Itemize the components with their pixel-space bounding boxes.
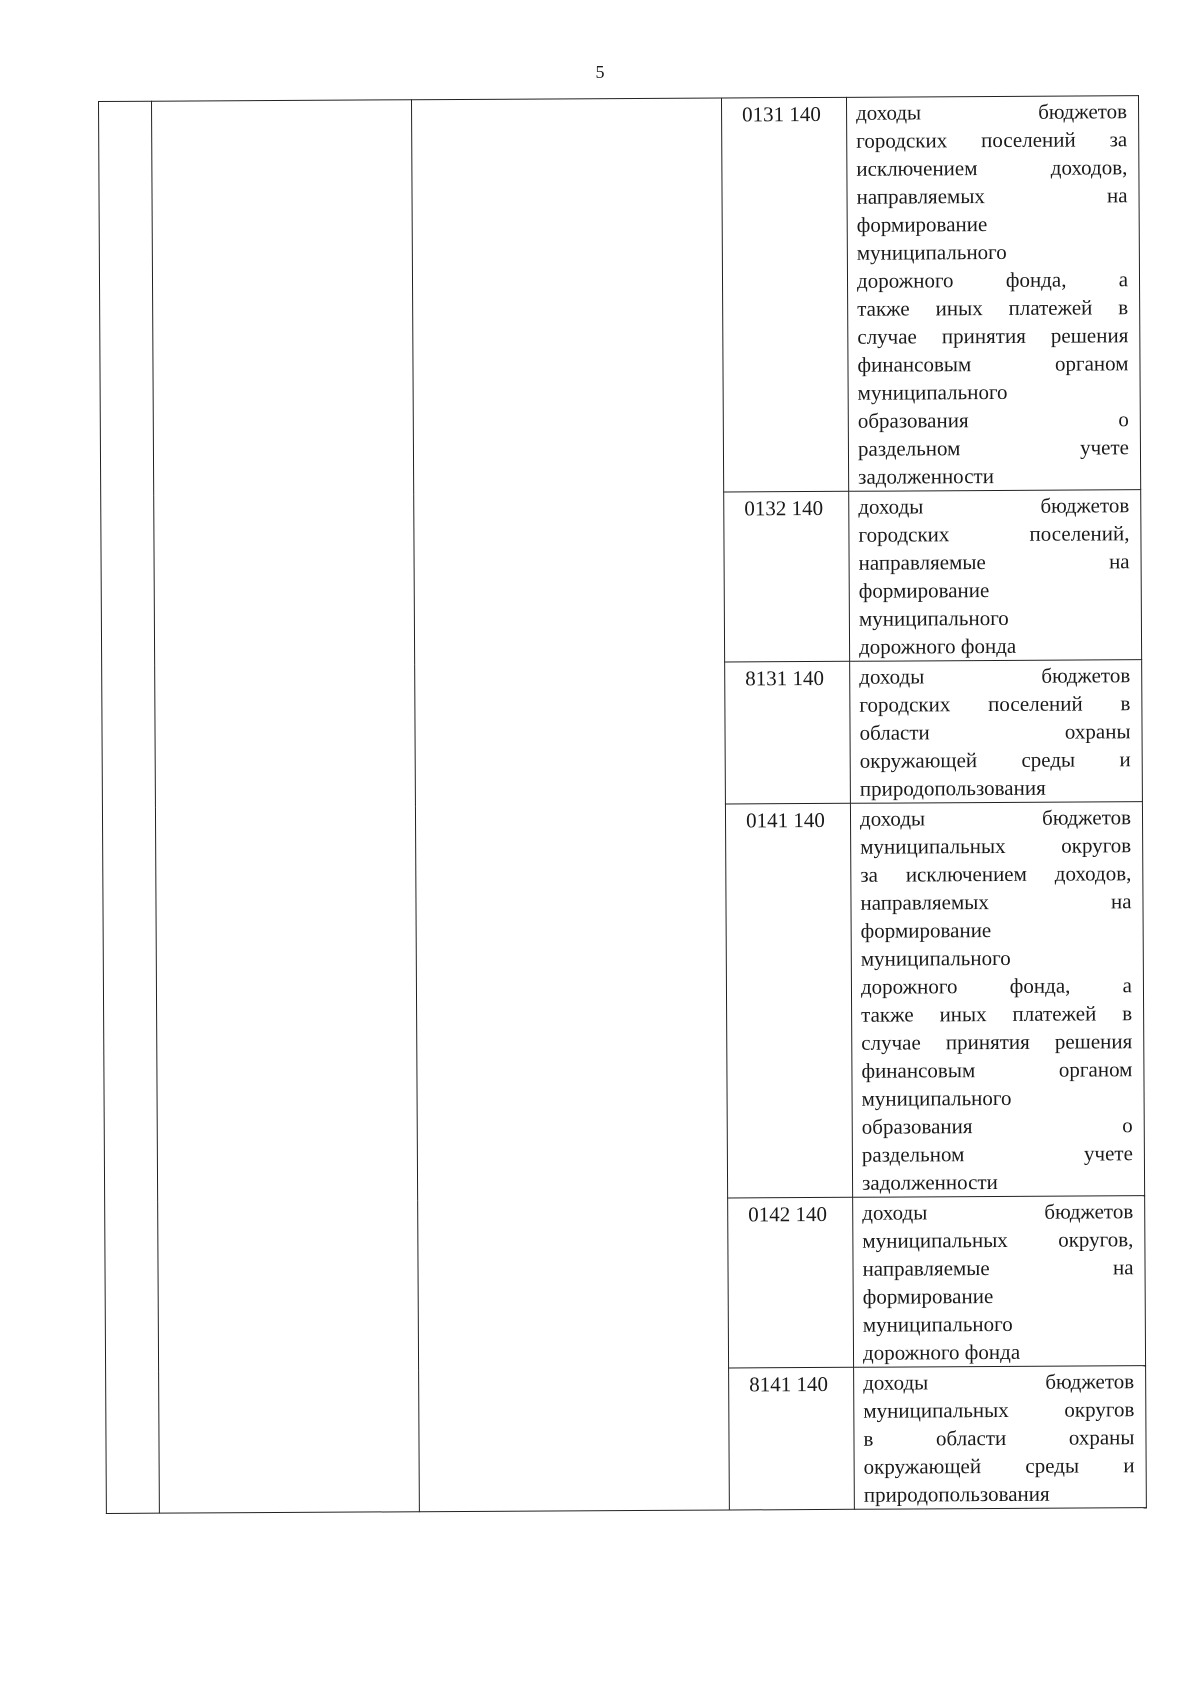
description-line: муниципального <box>860 945 1011 971</box>
description-line: доходы бюджетов <box>859 805 1132 831</box>
description-line: формирование <box>860 918 992 943</box>
description-line: муниципального <box>857 379 1008 405</box>
code-cell: 8141 140 <box>729 1367 855 1510</box>
description-line: финансовым органом <box>857 351 1129 377</box>
description-line: муниципальных округов, <box>862 1227 1134 1253</box>
description-line: дорожного фонда <box>862 1339 1021 1365</box>
code-cell: 8131 140 <box>725 661 851 804</box>
description-line: также иных платежей в <box>857 295 1129 321</box>
description-line: образования о <box>861 1113 1133 1139</box>
table-row <box>99 96 1141 496</box>
description-line: раздельном учете <box>857 435 1130 461</box>
description-line: природопользования <box>863 1481 1050 1507</box>
description-line: формирование <box>862 1284 994 1309</box>
description-line: городских поселений в <box>859 691 1131 717</box>
description-cell <box>846 96 1140 492</box>
admin-column <box>411 98 729 1512</box>
description-line: раздельном учете <box>861 1141 1133 1167</box>
description-line: доходы бюджетов <box>856 99 1128 125</box>
description-line: направляемые на <box>858 549 1130 575</box>
description-line: дорожного фонда <box>858 633 1017 659</box>
description-line: дорожного фонда, а <box>856 267 1129 293</box>
description-line: направляемые на <box>862 1255 1134 1281</box>
description-cell <box>853 1196 1146 1368</box>
table-body <box>99 96 1147 1514</box>
description-line: городских поселений за <box>856 127 1128 153</box>
description-line: дорожного фонда, а <box>860 973 1133 999</box>
page-number: 5 <box>595 62 605 82</box>
income-codes-table <box>98 95 1147 1514</box>
description-line: городских поселений, <box>858 521 1130 547</box>
description-line: случае принятия решения <box>861 1029 1133 1055</box>
description-line: формирование <box>858 578 990 603</box>
description-line: также иных платежей в <box>861 1001 1133 1027</box>
description-line: доходы бюджетов <box>858 493 1130 519</box>
code-cell: 0131 140 <box>721 97 848 492</box>
description-line: в области охраны <box>863 1425 1135 1451</box>
description-line: муниципальных округов <box>860 833 1132 859</box>
description-line: муниципальных округов <box>863 1397 1135 1423</box>
description-line: задолженности <box>861 1169 998 1195</box>
description-cell <box>849 490 1142 662</box>
description-line: муниципального <box>858 605 1009 631</box>
description-line: природопользования <box>859 775 1046 801</box>
description-line: случае принятия решения <box>857 323 1129 349</box>
description-cell <box>854 1366 1147 1510</box>
description-line: муниципального <box>861 1085 1012 1111</box>
description-cell <box>850 660 1143 804</box>
code-cell: 0132 140 <box>724 491 850 662</box>
description-line: задолженности <box>858 464 994 489</box>
description-line: формирование <box>856 212 988 237</box>
code-cell: 0142 140 <box>728 1197 854 1368</box>
description-line: исключением доходов, <box>856 155 1128 181</box>
description-line: области охраны <box>859 719 1131 745</box>
name-column <box>152 100 420 1513</box>
description-cell <box>850 802 1144 1198</box>
description-line: муниципального <box>862 1311 1013 1337</box>
description-line: окружающей среды и <box>863 1453 1135 1479</box>
description-line: окружающей среды и <box>859 747 1131 773</box>
description-line: доходы бюджетов <box>863 1369 1135 1395</box>
description-line: муниципального <box>856 239 1007 265</box>
description-line: доходы бюджетов <box>862 1199 1134 1225</box>
description-line: доходы бюджетов <box>859 663 1131 689</box>
row-number-column <box>99 101 160 1513</box>
description-line: за исключением доходов, <box>860 861 1132 887</box>
description-line: образования о <box>857 407 1129 433</box>
description-line: финансовым органом <box>861 1057 1133 1083</box>
description-line: направляемых на <box>856 183 1128 209</box>
description-line: направляемых на <box>860 889 1132 915</box>
code-cell: 0141 140 <box>725 803 852 1198</box>
